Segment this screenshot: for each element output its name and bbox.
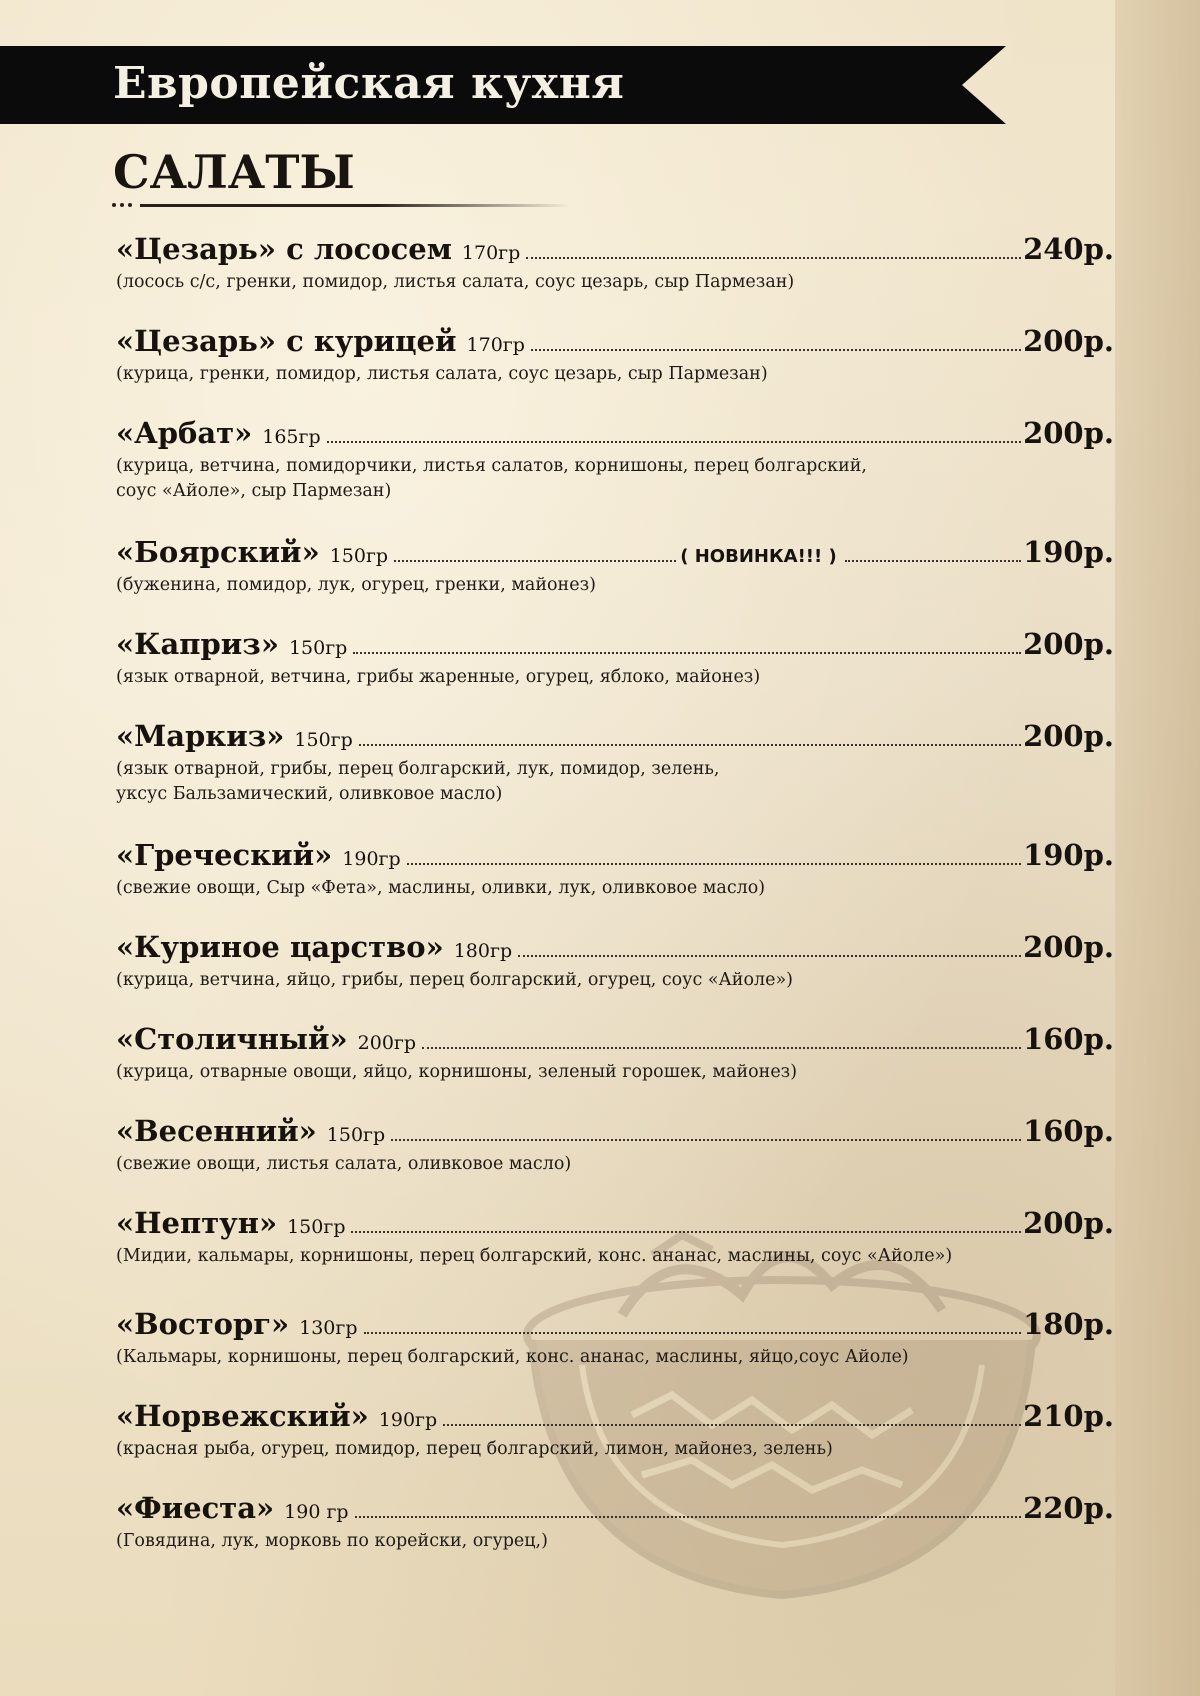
dot-leader	[353, 652, 1021, 654]
dot-leader	[391, 1139, 1021, 1141]
menu-item-description: (Кальмары, корнишоны, перец болгарский, конс. ананас, маслины, яйцо,соус Айоле)	[116, 1347, 909, 1367]
menu-item-name: «Куриное царство»	[116, 930, 444, 964]
menu-item-price: 220р.	[1023, 1491, 1114, 1525]
menu-item-price: 200р.	[1023, 1206, 1114, 1240]
menu-item	[116, 719, 1114, 807]
menu-item	[116, 838, 1114, 901]
menu-item-weight: 190гр	[378, 1409, 438, 1431]
dot-leader	[845, 560, 1021, 562]
menu-item	[116, 1491, 1114, 1554]
menu-item-line	[116, 838, 1114, 872]
dot-leader	[443, 1424, 1021, 1426]
menu-item-line	[116, 627, 1114, 661]
menu-item-price: 160р.	[1023, 1114, 1114, 1148]
menu-item-description: (курица, ветчина, помидорчики, листья салатов, корнишоны, перец болгарский, соус «Айоле», сыр Пармезан)	[116, 456, 867, 501]
menu-item-weight: 130гр	[299, 1317, 358, 1339]
menu-item-weight: 150гр	[288, 637, 348, 659]
menu-item-name: «Фиеста»	[116, 1491, 275, 1525]
menu-item-price: 240р.	[1023, 232, 1114, 266]
menu-item-description: (буженина, помидор, лук, огурец, гренки, майонез)	[116, 575, 596, 595]
menu-item-price: 210р.	[1023, 1399, 1114, 1433]
dot-leader	[422, 1047, 1021, 1049]
menu-item-weight: 150гр	[329, 545, 389, 567]
menu-item-name: «Цезарь» с лососем	[116, 232, 452, 266]
menu-item-price: 180р.	[1023, 1307, 1114, 1341]
menu-item-line	[116, 930, 1114, 964]
menu-item-name: «Греческий»	[116, 838, 333, 872]
menu-item-price: 200р.	[1023, 930, 1114, 964]
menu-item-description: (лосось с/с, гренки, помидор, листья салата, соус цезарь, сыр Пармезан)	[116, 272, 795, 292]
dot-leader	[364, 1332, 1022, 1334]
menu-item-name: «Столичный»	[116, 1022, 348, 1056]
menu-item-weight: 170гр	[466, 334, 525, 356]
dot-leader	[407, 863, 1021, 865]
menu-item-price: 200р.	[1023, 627, 1114, 661]
menu-item-line	[116, 535, 1114, 569]
menu-item	[116, 1206, 1114, 1269]
menu-item-name: «Нептун»	[116, 1206, 278, 1240]
dot-leader	[355, 1516, 1022, 1518]
menu-item-name: «Арбат»	[116, 416, 253, 450]
dot-leader	[526, 257, 1021, 259]
dot-leader	[359, 744, 1021, 746]
dot-leader	[394, 560, 676, 562]
menu-item-line	[116, 232, 1114, 266]
menu-item-price: 200р.	[1023, 416, 1114, 450]
menu-item-line	[116, 1491, 1114, 1525]
menu-item-name: «Цезарь» с курицей	[116, 324, 457, 358]
menu-item-description: (Мидии, кальмары, корнишоны, перец болгарский, конс. ананас, маслины, соус «Айоле»)	[116, 1246, 953, 1266]
section-title: САЛАТЫ	[113, 145, 355, 199]
menu-item	[116, 1307, 1114, 1370]
menu-item-name: «Восторг»	[116, 1307, 290, 1341]
menu-item-line	[116, 1114, 1114, 1148]
menu-item-description: (красная рыба, огурец, помидор, перец болгарский, лимон, майонез, зелень)	[116, 1439, 833, 1459]
menu-item-weight: 200гр	[357, 1032, 417, 1054]
menu-item	[116, 1114, 1114, 1177]
menu-item-name: «Каприз»	[116, 627, 279, 661]
menu-item	[116, 232, 1114, 295]
menu-item	[116, 627, 1114, 690]
menu-item-line	[116, 324, 1114, 358]
header-title: Европейская кухня	[113, 58, 625, 109]
menu-item	[116, 416, 1114, 504]
menu-item-line	[116, 416, 1114, 450]
menu-item-description: (язык отварной, грибы, перец болгарский, лук, помидор, зелень, уксус Бальзамический, оливковое масло)	[116, 759, 720, 804]
menu-item-description: (курица, гренки, помидор, листья салата, соус цезарь, сыр Пармезан)	[116, 364, 768, 384]
menu-item-price: 200р.	[1023, 719, 1114, 753]
dot-leader	[531, 349, 1021, 351]
decorative-side-strip	[1115, 0, 1200, 1696]
menu-item-weight: 180гр	[453, 940, 513, 962]
dot-leader	[351, 1231, 1021, 1233]
new-item-badge: ( НОВИНКА!!! )	[680, 546, 837, 567]
menu-item-weight: 150гр	[287, 1216, 346, 1238]
menu-item-weight: 190гр	[342, 848, 401, 870]
menu-item-description: (Говядина, лук, морковь по корейски, огурец,)	[116, 1531, 548, 1551]
menu-item	[116, 930, 1114, 993]
menu-item-name: «Маркиз»	[116, 719, 285, 753]
menu-item	[116, 324, 1114, 387]
menu-item	[116, 1399, 1114, 1462]
menu-item-description: (свежие овощи, Сыр «Фета», маслины, оливки, лук, оливковое масло)	[116, 878, 766, 898]
menu-item-description: (язык отварной, ветчина, грибы жаренные, огурец, яблоко, майонез)	[116, 667, 761, 687]
dot-leader	[327, 441, 1021, 443]
menu-item-line	[116, 719, 1114, 753]
menu-item-price: 190р.	[1023, 535, 1114, 569]
menu-item-description: (курица, ветчина, яйцо, грибы, перец болгарский, огурец, соус «Айоле»)	[116, 970, 794, 990]
menu-item-price: 160р.	[1023, 1022, 1114, 1056]
menu-item-line	[116, 1399, 1114, 1433]
section-divider	[112, 200, 572, 210]
menu-item	[116, 535, 1114, 598]
menu-item-line	[116, 1022, 1114, 1056]
menu-item-name: «Весенний»	[116, 1114, 317, 1148]
menu-item-weight: 150гр	[326, 1124, 386, 1146]
menu-item	[116, 1022, 1114, 1085]
menu-item-name: «Норвежский»	[116, 1399, 369, 1433]
dot-leader	[518, 955, 1021, 957]
menu-item-name: «Боярский»	[116, 535, 320, 569]
menu-item-weight: 190 гр	[284, 1501, 349, 1523]
menu-item-weight: 170гр	[461, 242, 521, 264]
menu-item-weight: 150гр	[294, 729, 353, 751]
menu-item-price: 200р.	[1023, 324, 1114, 358]
menu-item-description: (свежие овощи, листья салата, оливковое масло)	[116, 1154, 572, 1174]
menu-item-line	[116, 1307, 1114, 1341]
menu-item-description: (курица, отварные овощи, яйцо, корнишоны, зеленый горошек, майонез)	[116, 1062, 798, 1082]
menu-item-price: 190р.	[1023, 838, 1114, 872]
menu-item-line	[116, 1206, 1114, 1240]
menu-item-weight: 165гр	[262, 426, 321, 448]
